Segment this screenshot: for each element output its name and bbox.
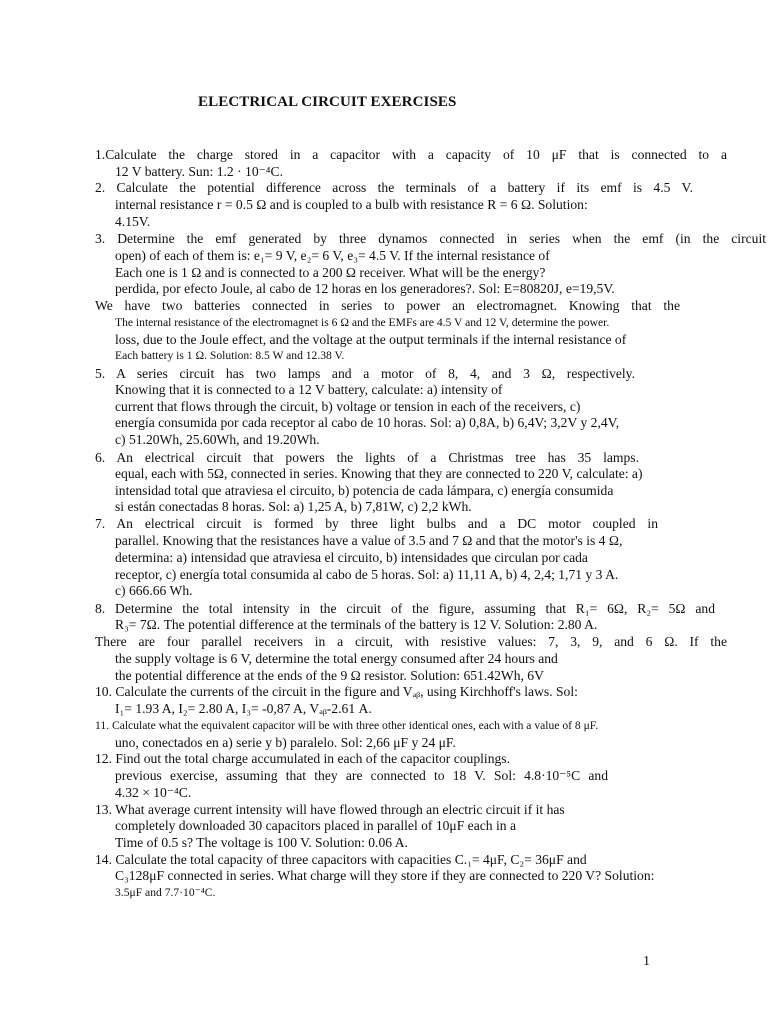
text-line: receptor, c) energía total consumida al cabo de 5 horas. Sol: a) 11,11 A, b) 4, 2,4; 1,71 y 3 A. <box>115 567 619 582</box>
text-line: 2. Calculate the potential difference across the terminals of a battery if its emf is 4.5 V. <box>95 180 693 195</box>
text-line: loss, due to the Joule effect, and the voltage at the output terminals if the internal resistance of <box>115 332 627 347</box>
text-line: The internal resistance of the electromagnet is 6 Ω and the EMFs are 4.5 V and 12 V, determine the power. <box>115 316 610 329</box>
text-line: 6. An electrical circuit that powers the lights of a Christmas tree has 35 lamps. <box>95 450 639 465</box>
text-line: intensidad total que atraviesa el circuito, b) potencia de cada lámpara, c) energía consumida <box>115 483 614 498</box>
text-line: 4.15V. <box>115 214 151 229</box>
text-line: 13. What average current intensity will have flowed through an electric circuit if it has <box>95 802 565 817</box>
text-line: C₃128μF connected in series. What charge will they store if they are connected to 220 V? Solution: <box>115 868 655 883</box>
text-line: energía consumida por cada receptor al cabo de 10 horas. Sol: a) 0,8A, b) 6,4V; 3,2V y 2,4V, <box>115 415 620 430</box>
text-line: determina: a) intensidad que atraviesa el circuito, b) intensidades que circulan por cada <box>115 550 588 565</box>
text-line: Each one is 1 Ω and is connected to a 200 Ω receiver. What will be the energy? <box>115 265 546 280</box>
text-line: 11. Calculate what the equivalent capacitor will be with three other identical ones, each with a value of 8 μF. <box>95 719 599 732</box>
text-line: I₁= 1.93 A, I₂= 2.80 A, I₃= -0,87 A, Vₐᵦ-2.61 A. <box>115 701 372 716</box>
text-line: Knowing that it is connected to a 12 V battery, calculate: a) intensity of <box>115 382 503 397</box>
text-line: c) 51.20Wh, 25.60Wh, and 19.20Wh. <box>115 432 320 447</box>
text-line: 12. Find out the total charge accumulated in each of the capacitor couplings. <box>95 751 510 766</box>
text-line: There are four parallel receivers in a circuit, with resistive values: 7, 3, 9, and 6 Ω. If the <box>95 634 727 649</box>
text-line: 12 V battery. Sun: 1.2 · 10⁻⁴C. <box>115 164 283 179</box>
text-line: current that flows through the circuit, b) voltage or tension in each of the receivers, c) <box>115 399 581 414</box>
text-line: We have two batteries connected in series to power an electromagnet. Knowing that the <box>95 298 680 313</box>
text-line: the potential difference at the ends of the 9 Ω resistor. Solution: 651.42Wh, 6V <box>115 668 544 683</box>
text-line: 3. Determine the emf generated by three dynamos connected in series when the emf (in the circuit <box>95 231 766 246</box>
text-line: 4.32 × 10⁻⁴C. <box>115 785 192 800</box>
text-line: uno, conectados en a) serie y b) paralelo. Sol: 2,66 μF y 24 μF. <box>115 735 456 750</box>
text-line: open) of each of them is: e₁= 9 V, e₂= 6 V, e₃= 4.5 V. If the internal resistance of <box>115 248 550 263</box>
text-line: Each battery is 1 Ω. Solution: 8.5 W and 12.38 V. <box>115 349 345 362</box>
page-number: 1 <box>643 954 650 969</box>
text-line: 14. Calculate the total capacity of three capacitors with capacities C.₁= 4μF, C₂= 36μF and <box>95 852 587 867</box>
text-line: R₃= 7Ω. The potential difference at the terminals of the battery is 12 V. Solution: 2.80 A. <box>115 617 598 632</box>
text-line: the supply voltage is 6 V, determine the total energy consumed after 24 hours and <box>115 651 558 666</box>
text-line: previous exercise, assuming that they are connected to 18 V. Sol: 4.8·10⁻⁵C and <box>115 768 608 783</box>
text-line: parallel. Knowing that the resistances have a value of 3.5 and 7 Ω and that the motor's is 4 Ω, <box>115 533 623 548</box>
text-line: 1.Calculate the charge stored in a capacitor with a capacity of 10 μF that is connected to a <box>95 147 727 162</box>
text-line: c) 666.66 Wh. <box>115 583 193 598</box>
text-line: completely downloaded 30 capacitors placed in parallel of 10μF each in a <box>115 818 516 833</box>
text-line: 7. An electrical circuit is formed by three light bulbs and a DC motor coupled in <box>95 516 658 531</box>
text-line: internal resistance r = 0.5 Ω and is coupled to a bulb with resistance R = 6 Ω. Solution: <box>115 197 588 212</box>
text-line: perdida, por efecto Joule, al cabo de 12 horas en los generadores?. Sol: E=80820J, e=19,5V. <box>115 281 615 296</box>
text-line: 10. Calculate the currents of the circuit in the figure and Vₐᵦ, using Kirchhoff's laws. Sol: <box>95 684 578 699</box>
text-line: 5. A series circuit has two lamps and a motor of 8, 4, and 3 Ω, respectively. <box>95 366 635 381</box>
text-line: 8. Determine the total intensity in the circuit of the figure, assuming that R₁= 6Ω, R₂= 5Ω and <box>95 601 715 616</box>
page-title: ELECTRICAL CIRCUIT EXERCISES <box>198 94 457 110</box>
text-line: si están conectadas 8 horas. Sol: a) 1,25 A, b) 7,81W, c) 2,2 kWh. <box>115 499 472 514</box>
text-line: Time of 0.5 s? The voltage is 100 V. Solution: 0.06 A. <box>115 835 408 850</box>
text-line: equal, each with 5Ω, connected in series. Knowing that they are connected to 220 V, calculate: a) <box>115 466 643 481</box>
text-line: 3.5μF and 7.7·10⁻⁴C. <box>115 886 216 899</box>
